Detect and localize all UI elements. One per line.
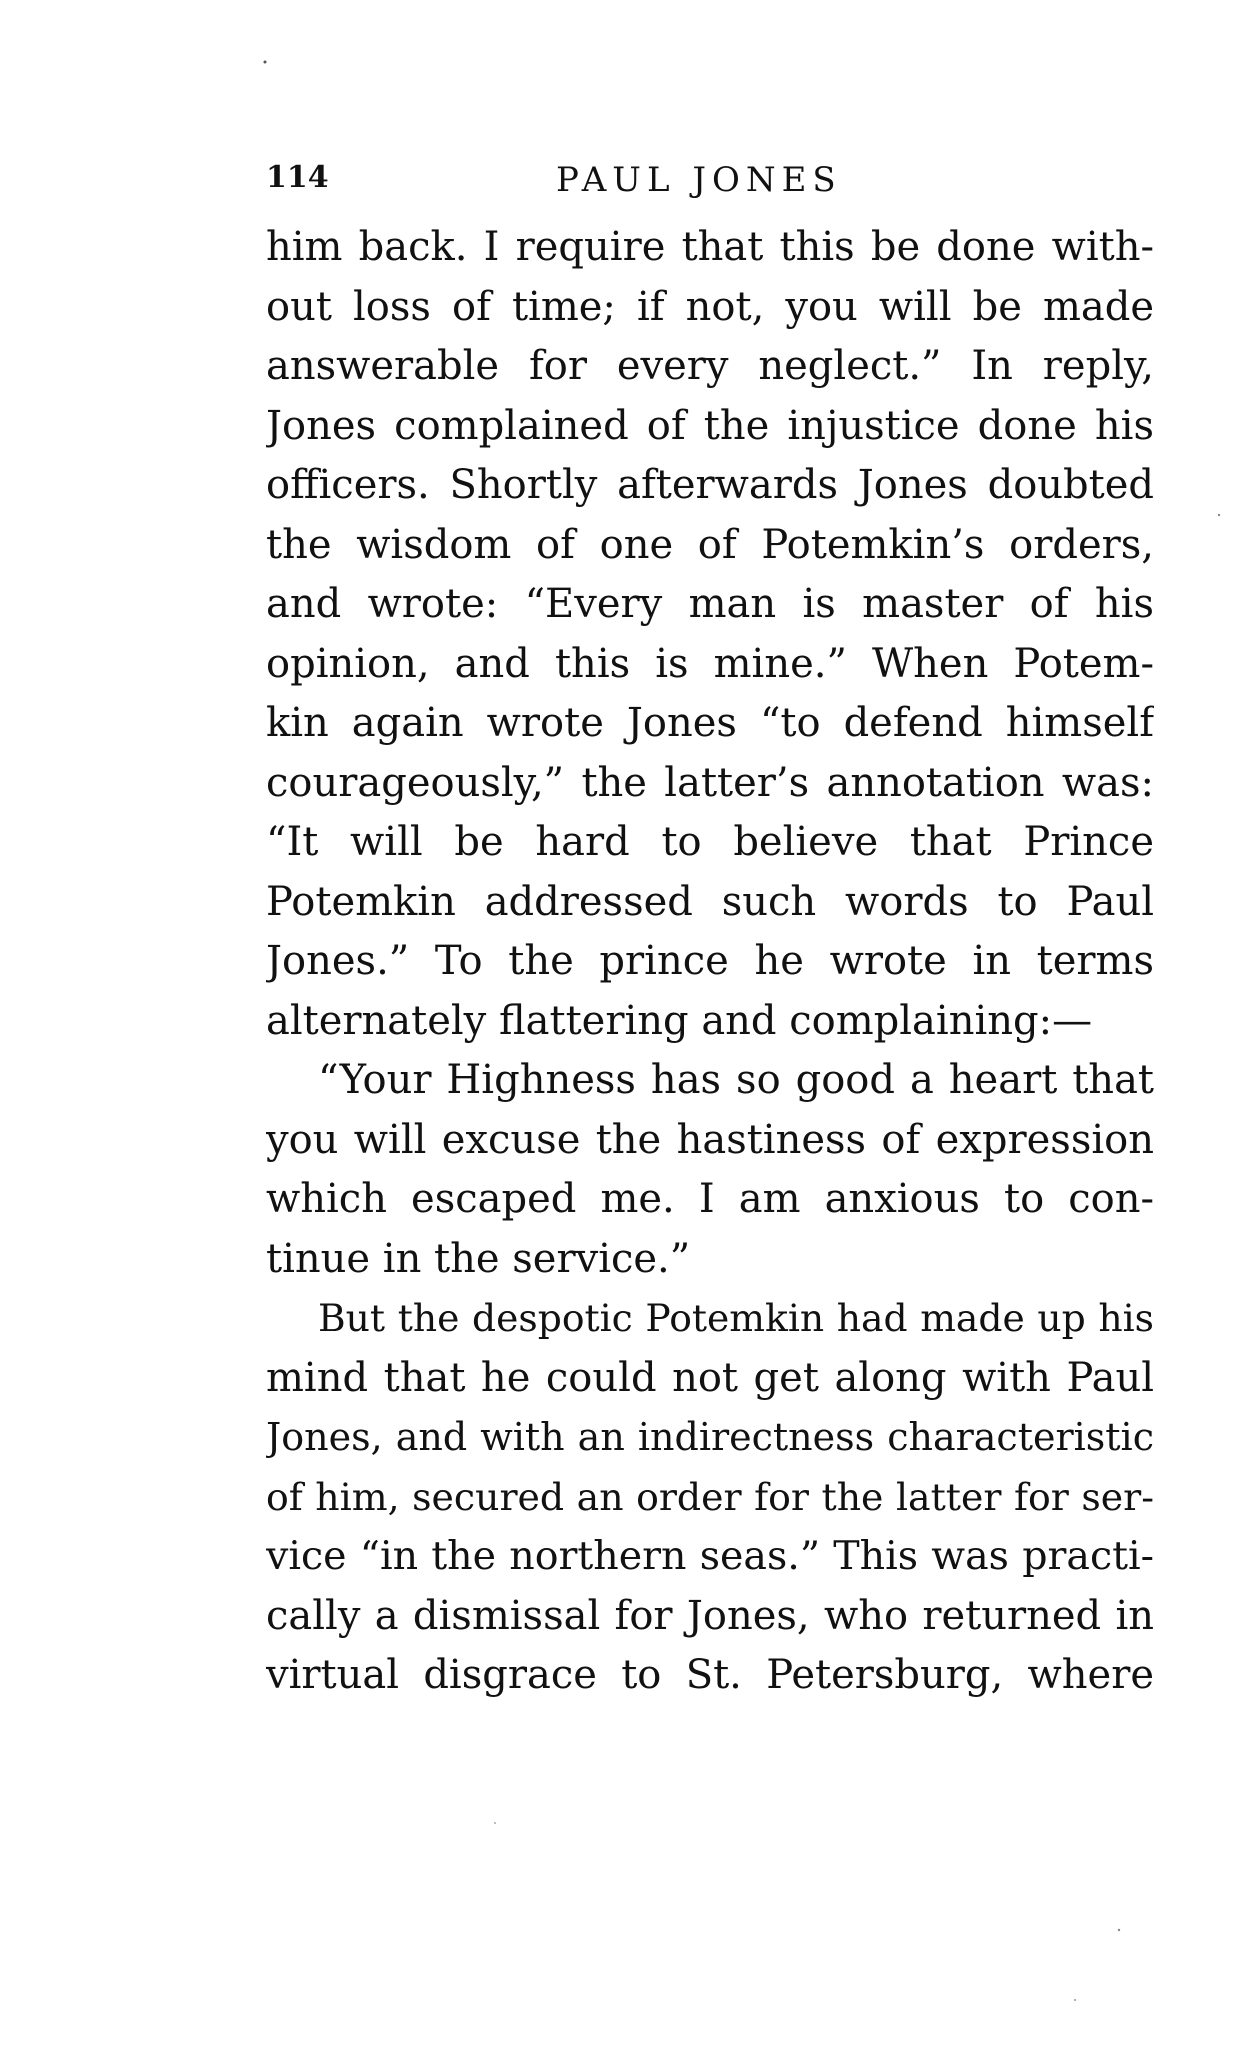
text-line: the wisdom of one of Potemkin’s orders,	[266, 521, 1154, 568]
text-line: virtual disgrace to St. Petersburg, where	[266, 1652, 1154, 1698]
text-line: tinue in the service.”	[266, 1235, 691, 1282]
running-head	[266, 160, 1156, 204]
text-line: kin again wrote Jones “to defend himself	[266, 700, 1154, 746]
text-line: Jones complained of the injustice done his	[266, 402, 1154, 449]
text-line: alternately flattering and complaining:—	[266, 997, 1093, 1044]
text-line: you will excuse the hastiness of expression	[266, 1116, 1154, 1163]
text-line: officers. Shortly afterwards Jones doubted	[266, 462, 1154, 508]
text-line: Potemkin addressed such words to Paul	[266, 878, 1154, 925]
text-line: cally a dismissal for Jones, who returned in	[266, 1592, 1154, 1639]
text-line: mind that he could not get along with Paul	[266, 1354, 1154, 1401]
text-line: “Your Highness has so good a heart that	[318, 1057, 1154, 1103]
text-line: “It will be hard to believe that Prince	[266, 819, 1154, 865]
text-line: Jones.” To the prince he wrote in terms	[266, 938, 1154, 984]
text-line: opinion, and this is mine.” When Potem-	[266, 640, 1154, 687]
text-line: which escaped me. I am anxious to con-	[266, 1176, 1154, 1222]
running-title: PAUL JONES	[556, 160, 842, 200]
text-line: him back. I require that this be done with-	[266, 224, 1154, 270]
text-line: But the despotic Potemkin had made up his	[318, 1296, 1154, 1340]
text-line: of him, secured an order for the latter for ser-	[266, 1474, 1154, 1519]
body-text	[266, 218, 1154, 1706]
text-line: out loss of time; if not, you will be made	[266, 283, 1154, 330]
text-line: Jones, and with an indirectness characteristic	[266, 1415, 1154, 1459]
text-line: answerable for every neglect.” In reply,	[266, 343, 1154, 389]
text-line: courageously,” the latter’s annotation was:	[266, 759, 1154, 806]
text-line: and wrote: “Every man is master of his	[266, 581, 1154, 627]
page-number: 114	[266, 160, 329, 195]
text-line: vice “in the northern seas.” This was practi-	[266, 1533, 1154, 1579]
